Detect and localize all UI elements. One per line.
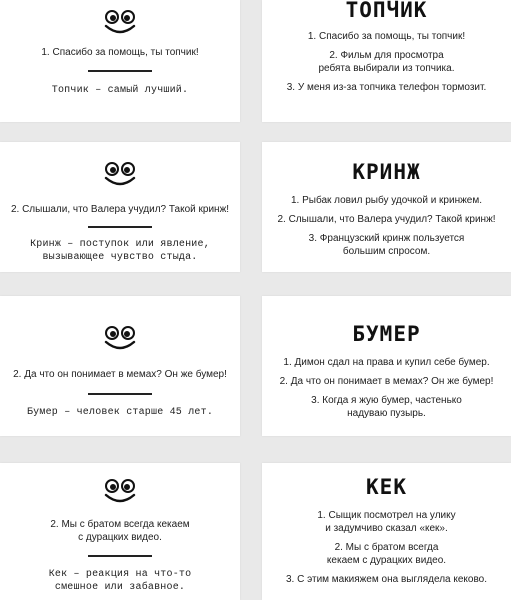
word-card-front-bumer (262, 296, 511, 436)
example-item: 3. Когда я жую бумер, частенько надуваю пузырь. (311, 395, 462, 419)
examples-list (262, 509, 511, 592)
example-item: 1. Димон сдал на права и купил себе бумер. (283, 357, 490, 368)
examples-list (262, 356, 511, 426)
example-item: 3. Французский кринж пользуется большим спросом. (308, 233, 465, 257)
divider-line (88, 393, 152, 395)
word-definition: Кринж – поступок или явление, вызывающее чувство стыда. (30, 239, 210, 263)
word-card-back-krinzh (0, 142, 240, 272)
examples-list (262, 30, 511, 100)
smiley-face-icon (98, 8, 142, 38)
word-card-front-kek (262, 463, 511, 600)
example-item: 1. Сыщик посмотрел на улику и задумчиво сказал «кек». (317, 510, 456, 534)
word-card-front-krinzh (262, 142, 511, 272)
example-item: 1. Спасибо за помощь, ты топчик! (307, 31, 466, 42)
example-item: 1. Рыбак ловил рыбу удочкой и кринжем. (290, 195, 483, 206)
word-title: КРИНЖ (352, 160, 421, 184)
word-card-back-topchik (0, 0, 240, 122)
usage-example: 2. Да что он понимает в мемах? Он же бумер! (13, 369, 227, 380)
divider-line (88, 555, 152, 557)
usage-example: 1. Спасибо за помощь, ты топчик! (41, 47, 199, 58)
smiley-face-icon (98, 160, 142, 190)
example-item: 3. У меня из-за топчика телефон тормозит. (286, 82, 487, 93)
example-item: 2. Фильм для просмотра ребята выбирали из топчика. (318, 50, 455, 74)
word-definition: Бумер – человек старше 45 лет. (26, 407, 214, 418)
word-card-back-bumer (0, 296, 240, 436)
word-card-front-topchik (262, 0, 511, 122)
divider-line (88, 70, 152, 72)
word-title: БУМЕР (352, 322, 421, 346)
smiley-face-icon (98, 477, 142, 507)
word-definition: Кек – реакция на что-то смешное или забавное. (48, 569, 192, 593)
usage-example: 2. Мы с братом всегда кекаем с дурацких видео. (50, 519, 190, 543)
divider-line (88, 226, 152, 228)
example-item: 2. Слышали, что Валера учудил? Такой кринж! (277, 214, 496, 225)
example-item: 2. Да что он понимает в мемах? Он же бумер! (279, 376, 494, 387)
example-item: 3. С этим макияжем она выглядела кеково. (285, 574, 487, 585)
examples-list (262, 194, 511, 264)
usage-example: 2. Слышали, что Валера учудил? Такой кринж! (10, 204, 230, 215)
smiley-face-icon (98, 324, 142, 354)
word-title: ТОПЧИК (345, 0, 428, 22)
word-title: КЕК (366, 475, 407, 499)
word-card-back-kek (0, 463, 240, 600)
word-definition: Топчик – самый лучший. (51, 85, 189, 96)
example-item: 2. Мы с братом всегда кекаем с дурацких видео. (326, 542, 447, 566)
